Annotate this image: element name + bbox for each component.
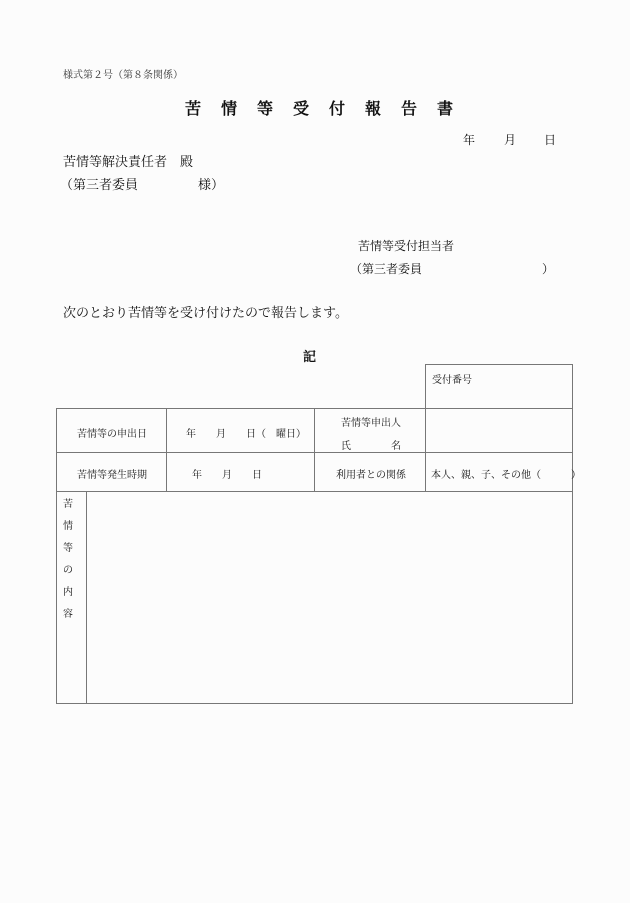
addressee-suffix: 様）	[198, 178, 225, 193]
ki-heading: 記	[303, 350, 317, 365]
complaint-content-field[interactable]	[92, 496, 566, 696]
relation-field[interactable]: 本人、親、子、その他（ ）	[431, 470, 581, 481]
content-label-char: 等	[63, 543, 73, 554]
applicant-label-line2: 氏 名	[341, 441, 401, 452]
occurrence-date-field[interactable]: 年 月 日	[192, 470, 262, 481]
content-label-char: 容	[63, 609, 73, 620]
title-char: 情	[221, 99, 238, 118]
applicant-name-field[interactable]	[430, 425, 566, 445]
title-char: 等	[257, 99, 274, 118]
addressee-prefix: （第三者委員	[60, 178, 139, 193]
divider	[572, 408, 573, 704]
submission-date-label: 苦情等の申出日	[77, 429, 147, 440]
reporter-line2	[350, 260, 554, 277]
date-day: 日	[544, 133, 557, 147]
title-char: 書	[437, 99, 454, 118]
form-number: 様式第２号（第８条関係）	[63, 70, 183, 81]
report-date[interactable]	[463, 131, 556, 148]
divider	[314, 408, 315, 492]
divider	[572, 364, 573, 409]
title-char: 苦	[185, 99, 202, 118]
receipt-number-label: 受付番号	[432, 375, 472, 386]
title-char: 受	[293, 99, 310, 118]
date-year: 年	[463, 133, 476, 147]
relation-label: 利用者との関係	[336, 470, 406, 481]
applicant-label-line1: 苦情等申出人	[341, 418, 401, 429]
intro-text: 次のとおり苦情等を受け付けたので報告します。	[63, 306, 348, 321]
reporter-line1: 苦情等受付担当者	[358, 239, 455, 253]
content-label-char: 内	[63, 587, 73, 598]
divider	[425, 364, 573, 365]
reporter-suffix: ）	[542, 262, 555, 276]
submission-date-field[interactable]: 年 月 日（ 曜日）	[186, 429, 306, 440]
title-char: 告	[401, 99, 418, 118]
content-label-char: の	[63, 565, 73, 576]
divider	[56, 703, 573, 704]
reporter-prefix: （第三者委員	[350, 262, 423, 276]
divider	[56, 408, 57, 704]
addressee-line1: 苦情等解決責任者 殿	[63, 155, 194, 170]
content-label	[63, 498, 73, 622]
page-title	[185, 96, 453, 119]
addressee-line2	[60, 174, 224, 193]
content-label-char: 情	[63, 521, 73, 532]
date-month: 月	[504, 133, 517, 147]
divider	[425, 364, 426, 409]
divider	[166, 408, 167, 492]
divider	[86, 491, 87, 704]
title-char: 報	[365, 99, 382, 118]
content-label-char: 苦	[63, 499, 73, 510]
divider	[425, 408, 426, 492]
title-char: 付	[329, 99, 346, 118]
occurrence-date-label: 苦情等発生時期	[77, 470, 147, 481]
